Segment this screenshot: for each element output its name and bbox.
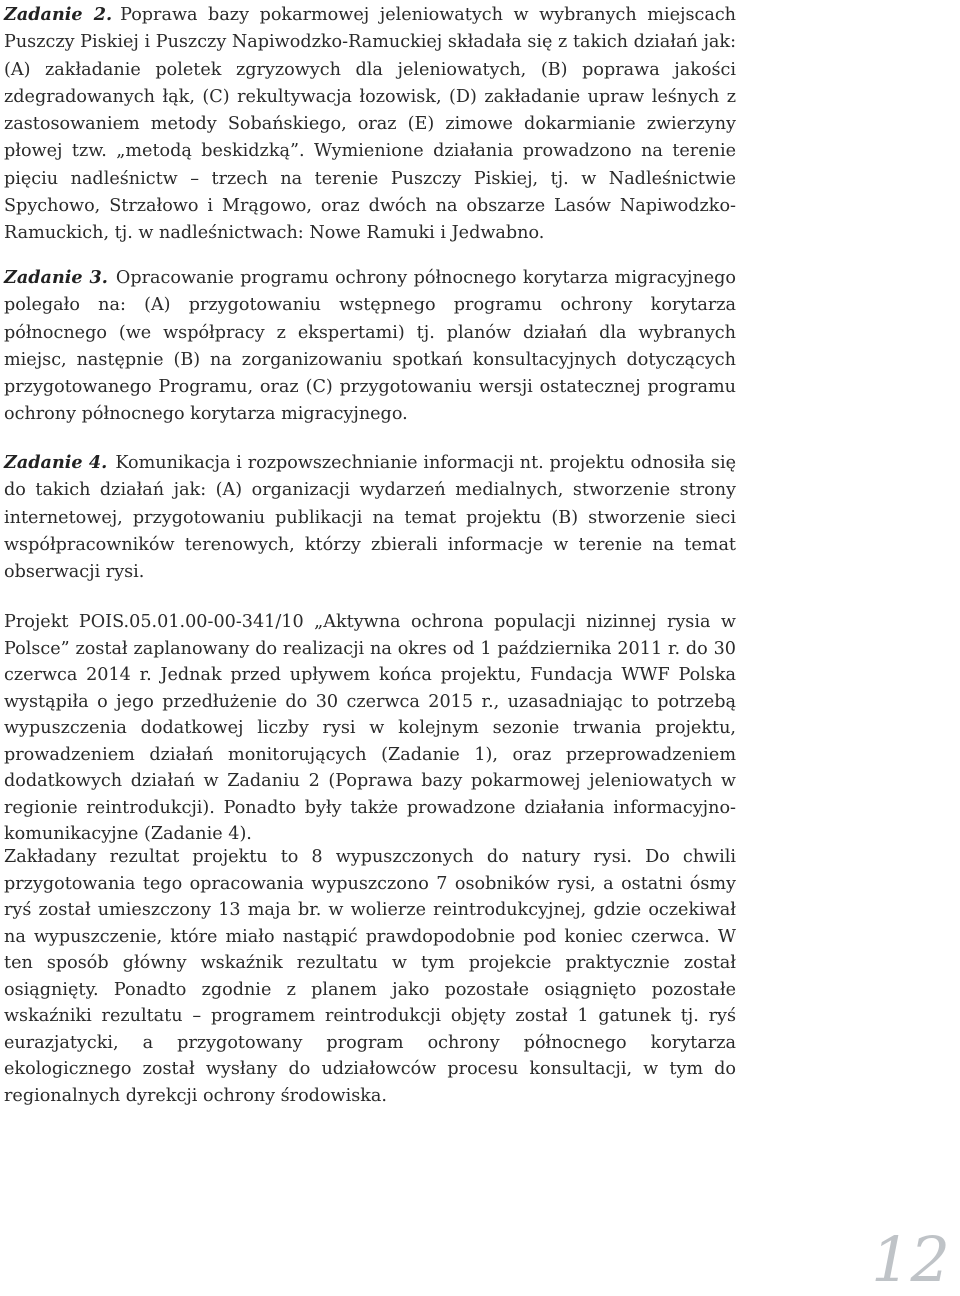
zadanie-2-paragraph xyxy=(4,1,736,248)
zadanie-3-text: Opracowanie programu ochrony północnego korytarza migracyjnego polegało na: (A) przygotowaniu wstępnego programu ochrony korytarza północnego (we współpracy z ekspertami) tj. planów działań dla wybranych miejsc, następnie (B) na zorganizowaniu spotkań konsultacyjnych dotyczących przygotowanego Programu, oraz (C) przygotowaniu wersji ostatecznej programu ochrony północnego korytarza migracyjnego. xyxy=(4,268,736,425)
projekt-paragraph: Projekt POIS.05.01.00-00-341/10 „Aktywna ochrona populacji nizinnej rysia w Polsce” został zaplanowany do realizacji na okres od 1 października 2011 r. do 30 czerwca 2014 r. Jednak przed upływem końca projektu, Fundacja WWF Polska wystąpiła o jego przedłużenie do 30 czerwca 2015 r., uzasadniając to potrzebą wypuszczenia dodatkowej liczby rysi w kolejnym sezonie trwania projektu, prowadzeniem działań monitorujących (Zadanie 1), oraz przeprowadzeniem dodatkowych działań w Zadaniu 2 (Poprawa bazy pokarmowej jeleniowatych w regionie reintrodukcji). Ponadto były także prowadzone działania informacyjno-komunikacyjne (Zadanie 4). xyxy=(4,612,736,844)
zadanie-4-label: Zadanie 4. xyxy=(4,452,108,473)
rezultat-paragraph: Zakładany rezultat projektu to 8 wypuszczonych do natury rysi. Do chwili przygotowania tego opracowania wypuszczono 7 osobników rysi, a ostatni ósmy ryś został umieszczony 13 maja br. w wolierze reintrodukcyjnej, gdzie oczekiwał na wypuszczenie, które miało nastąpić prawdopodobnie pod koniec czerwca. W ten sposób główny wskaźnik rezultatu w tym projekcie praktycznie został osiągnięty. Ponadto zgodnie z planem jako pozostałe osiągnięto pozostałe wskaźniki rezultatu – programem reintrodukcji objęty został 1 gatunek tj. ryś eurazjatycki, a przygotowany program ochrony północnego korytarza ekologicznego został wysłany do udziałowców procesu konsultacji, w tym do regionalnych dyrekcji ochrony środowiska. xyxy=(4,847,736,1106)
zadanie-3-label: Zadanie 3. xyxy=(4,267,108,288)
zadanie-3-paragraph xyxy=(4,264,736,429)
zadanie-2-label: Zadanie 2. xyxy=(4,4,113,25)
zadanie-4-paragraph xyxy=(4,449,736,586)
zadanie-2-text: Poprawa bazy pokarmowej jeleniowatych w wybranych miejscach Puszczy Piskiej i Puszczy Napiwodzko-Ramuckiej składała się z takich działań jak: (A) zakładanie poletek zgryzowych dla jeleniowatych, (B) poprawa jakości zdegradowanych łąk, (C) rekultywacja łozowisk, (D) zakładanie upraw leśnych z zastosowaniem metody Sobańskiego, oraz (E) zimowe dokarmianie zwierzyny płowej tzw. „metodą beskidzką”. Wymienione działania prowadzono na terenie pięciu nadleśnictw – trzech na terenie Puszczy Piskiej, tj. w Nadleśnictwie Spychowo, Strzałowo i Mrągowo, oraz dwóch na obszarze Lasów Napiwodzko-Ramuckich, tj. w nadleśnictwach: Nowe Ramuki i Jedwabno. xyxy=(4,5,737,244)
page-number: 12 xyxy=(871,1223,950,1296)
zadanie-4-text: Komunikacja i rozpowszechnianie informacji nt. projektu odnosiła się do takich działań jak: (A) organizacji wydarzeń medialnych, stworzenie strony internetowej, przygotowaniu publikacji na temat projektu (B) stworzenie sieci współpracowników terenowych, którzy zbierali informacje w terenie na temat obserwacji rysi. xyxy=(4,453,737,583)
